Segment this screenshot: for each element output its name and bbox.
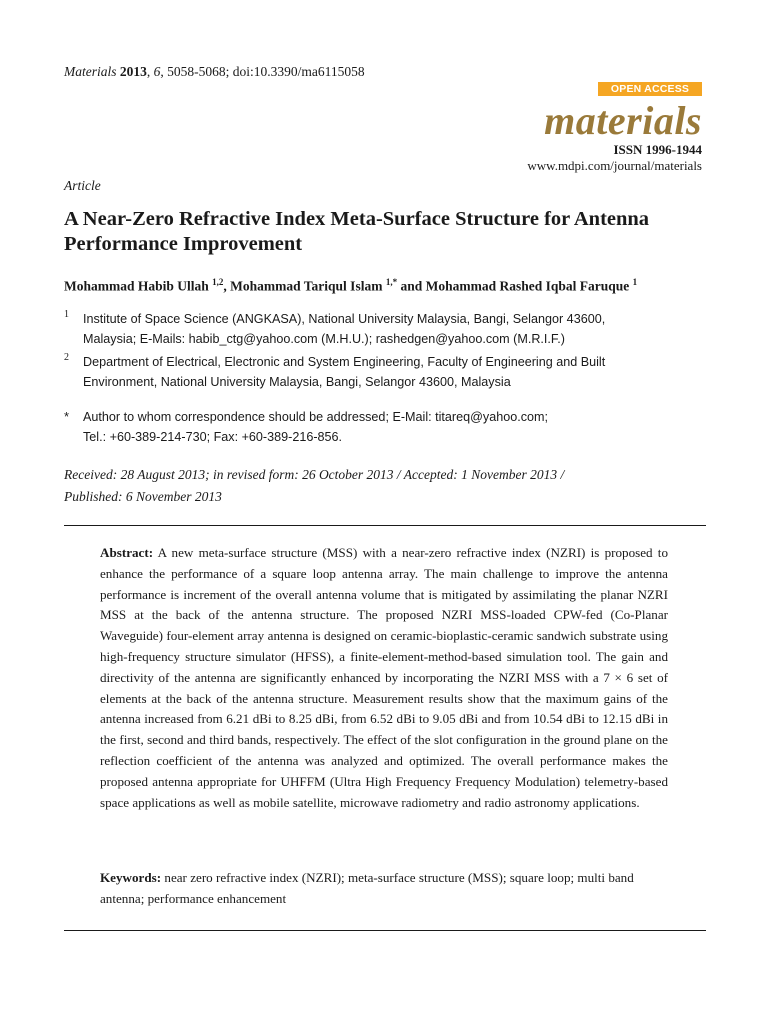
correspondence-line: Author to whom correspondence should be addressed; E-Mail: titareq@yahoo.com; xyxy=(83,410,549,424)
correspondence-line: Tel.: +60-389-214-730; Fax: +60-389-216-856. xyxy=(83,430,343,444)
affiliation-line: Department of Electrical, Electronic and System Engineering, Faculty of Engineering and Built xyxy=(83,355,606,369)
author-separator: and xyxy=(397,278,426,294)
author-affiliation: 1,2 xyxy=(212,277,224,287)
author-name: Mohammad Tariqul Islam xyxy=(230,278,383,294)
author-name: Mohammad Habib Ullah xyxy=(64,278,209,294)
affiliation-mark: 1 xyxy=(64,309,69,320)
keywords-text: near zero refractive index (NZRI); meta-surface structure (MSS); square loop; multi band antenna; performance enhancement xyxy=(100,870,634,906)
journal-logo: materials xyxy=(544,98,702,143)
issn: ISSN 1996-1944 xyxy=(613,142,702,157)
dates xyxy=(64,464,714,508)
dates-line: Received: 28 August 2013; in revised form: 26 October 2013 / Accepted: 1 November 2013 / xyxy=(64,467,565,482)
affiliation-mark: 2 xyxy=(64,352,69,363)
author-affiliation: 1 xyxy=(632,277,638,287)
affiliation-2 xyxy=(64,352,724,392)
affiliation-line: Institute of Space Science (ANGKASA), National University Malaysia, Bangi, Selangor 43600, xyxy=(83,312,606,326)
affiliation-1 xyxy=(64,309,724,349)
volume: 6 xyxy=(153,64,161,79)
correspondence-mark: * xyxy=(64,409,70,424)
article-type: Article xyxy=(64,178,101,193)
abstract-label: Abstract: xyxy=(100,545,154,560)
author-affiliation: 1,* xyxy=(385,277,398,287)
keywords-label: Keywords: xyxy=(100,870,162,885)
author-separator: , xyxy=(223,278,231,294)
open-access-badge: OPEN ACCESS xyxy=(598,82,702,96)
citation-line: Materials 2013, 6, 5058-5068; doi:10.3390/ma6115058 xyxy=(64,64,365,79)
journal-name: Materials xyxy=(64,64,117,79)
year: 2013 xyxy=(119,64,147,79)
journal-url[interactable]: www.mdpi.com/journal/materials xyxy=(527,158,702,173)
dates-line: Published: 6 November 2013 xyxy=(64,489,222,504)
affiliation-line: Environment, National University Malaysia, Bangi, Selangor 43600, Malaysia xyxy=(83,375,511,389)
abstract-text: A new meta-surface structure (MSS) with a near-zero refractive index (NZRI) is proposed to enhance the performance of a square loop antenna array. The main challenge to improve the antenna performance is increment of the overall antenna volume that is mitigated by assimilating the planar NZRI MSS at the back of the antenna structure. The proposed NZRI MSS-loaded CPW-fed (Co-Planar Waveguide) four-element array antenna is designed on ceramic-bioplastic-ceramic sandwich substrate using high-frequency structure simulator (HFSS), a finite-element-method-based simulation tool. The gain and directivity of the antenna are significantly enhanced by incorporating the NZRI MSS with a 7 × 6 set of elements at the back of the antenna structure. Measurement results show that the maximum gains of the antenna increased from 6.21 dBi to 8.25 dBi, from 6.52 dBi to 9.05 dBi and from 10.54 dBi to 12.15 dBi in the first, second and third bands, respectively. The effect of the slot configuration in the ground plane on the reflection coefficient of the antenna was analyzed and optimized. The overall performance makes the proposed antenna appropriate for UHFFM (Ultra High Frequency Frequency Modulation) telemetry-based space applications as well as mobile satellite, microwave radiometry and radio astronomy applications. xyxy=(100,545,668,810)
author-name: Mohammad Rashed Iqbal Faruque xyxy=(425,278,630,294)
citation-rest: , 5058-5068; doi:10.3390/ma6115058 xyxy=(160,64,365,79)
abstract xyxy=(100,543,668,813)
bottom-divider xyxy=(64,930,706,931)
affiliation-line: Malaysia; E-Mails: habib_ctg@yahoo.com (M.H.U.); rashedgen@yahoo.com (M.R.I.F.) xyxy=(83,332,565,346)
paper-title: A Near-Zero Refractive Index Meta-Surface Structure for Antenna Performance Improvement xyxy=(64,208,650,255)
top-divider xyxy=(64,525,706,526)
correspondence xyxy=(64,407,724,447)
keywords xyxy=(100,868,668,910)
author-list xyxy=(64,277,637,295)
